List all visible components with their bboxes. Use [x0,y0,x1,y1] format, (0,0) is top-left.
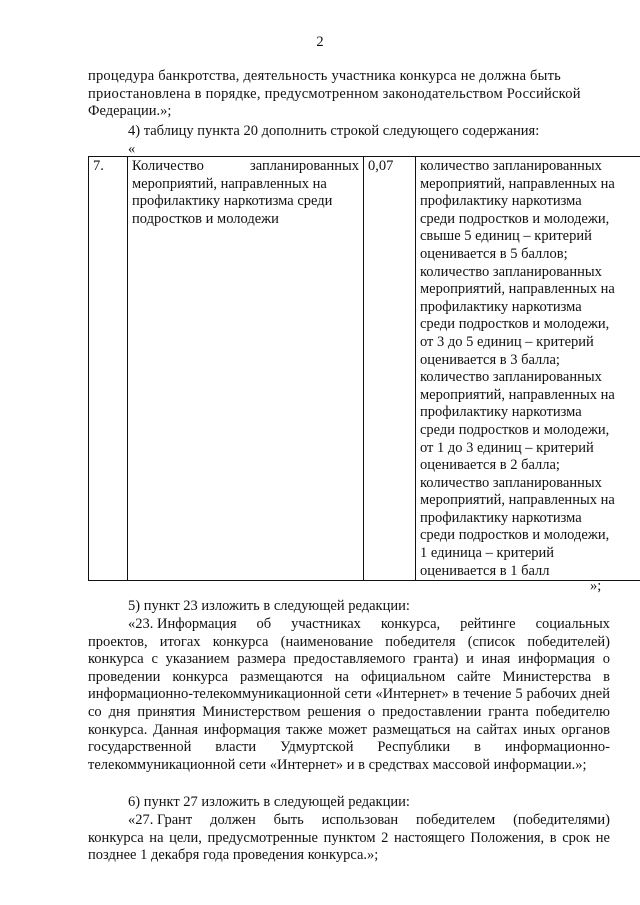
scoring-line: мероприятий, направленных на [420,492,615,509]
scoring-line: профилактику наркотизма [420,298,582,315]
point-23-body: проектов, итогах конкурса (наименование победителя (список победителей) конкурса с указанием размера предоставляемого гранта) и иная информация о проведении конкурса размещаются на официальном сайте Министерства в информационно-телекоммуникационной сети «Интернет» в течение 5 рабочих дней со дня принятия Министерством решения о предоставлении гранта победителю конкурса. Данная информация также может размещаться на сайтах иных органов государственной власти Удмуртской Республики в информационно-телекоммуникационной сети «Интернет» и в средствах массовой информации.»; [88,633,610,773]
point-23-first-line [88,616,610,634]
scoring-line: 1 единица – критерий [420,545,555,562]
criterion-name-word: Количество [132,158,204,174]
scoring-line: профилактику наркотизма [420,404,582,421]
word: использован [321,812,399,828]
criterion-name-first-line [132,158,359,176]
criterion-name-cell [128,157,364,581]
scoring-line: среди подростков и молодежи, [420,316,610,333]
scoring-line: от 1 до 3 единиц – критерий [420,439,594,456]
weight-value: 0,07 [368,158,394,174]
scoring-line: количество запланированных [420,369,602,386]
scoring-line: среди подростков и молодежи, [420,421,610,438]
word: «27. Грант [128,812,193,828]
criterion-name-word: запланированных [249,158,359,174]
word: «23. Информация [128,616,237,632]
word: должен [210,812,256,828]
scoring-line: мероприятий, направленных на [420,386,615,403]
scoring-description-cell [416,157,640,581]
word: конкурса, [380,616,441,632]
intro-line-1: процедура банкротства, деятельность участника конкурса не должна быть [88,68,561,84]
word: быть [273,812,304,828]
quote-close-mark: »; [590,578,602,594]
criteria-table [88,156,640,581]
scoring-line: профилактику наркотизма [420,509,582,526]
scoring-line: свыше 5 единиц – критерий [420,228,592,245]
criterion-name-rest: мероприятий, направленных на профилактику наркотизма среди подростков и молодежи [132,175,333,227]
point-27-body: конкурса на цели, предусмотренные пунктом 2 настоящего Положения, в срок не позднее 1 декабря года проведения конкурса.»; [88,829,610,864]
item-4-text: 4) таблицу пункта 20 дополнить строкой следующего содержания: [128,123,540,139]
scoring-line: профилактику наркотизма [420,193,582,210]
row-number-cell [89,157,128,581]
item-6-text: 6) пункт 27 изложить в следующей редакции: [128,794,410,810]
word: рейтинге [460,616,516,632]
word: социальных [535,616,610,632]
intro-paragraph [88,68,610,121]
scoring-line: от 3 до 5 единиц – критерий [420,333,594,350]
word: (победителями) [513,812,610,828]
scoring-line: количество запланированных [420,263,602,280]
quote-open-mark: « [128,141,136,157]
scoring-line: количество запланированных [420,474,602,491]
scoring-line: мероприятий, направленных на [420,175,615,192]
scoring-line: оценивается в 2 балла; [420,457,560,474]
intro-line-2: приостановлена в порядке, предусмотренном законодательством Российской [88,85,581,102]
point-23-paragraph [88,616,610,774]
scoring-line: среди подростков и молодежи, [420,527,610,544]
page-number: 2 [316,34,324,50]
point-27-first-line [88,812,610,830]
scoring-line: оценивается в 5 баллов; [420,245,568,262]
scoring-line: оценивается в 1 балл [420,562,550,579]
scoring-line: среди подростков и молодежи, [420,210,610,227]
scoring-line: мероприятий, направленных на [420,281,615,298]
scoring-line: количество запланированных [420,158,602,174]
weight-cell [364,157,416,581]
item-5-text: 5) пункт 23 изложить в следующей редакции: [128,598,410,614]
word: участниках [291,616,361,632]
word: об [256,616,272,632]
point-27-paragraph [88,812,610,865]
table-row [89,157,640,581]
intro-line-3: Федерации.»; [88,103,172,120]
scoring-line: оценивается в 3 балла; [420,351,560,368]
word: победителем [416,812,496,828]
row-number: 7. [93,158,104,174]
